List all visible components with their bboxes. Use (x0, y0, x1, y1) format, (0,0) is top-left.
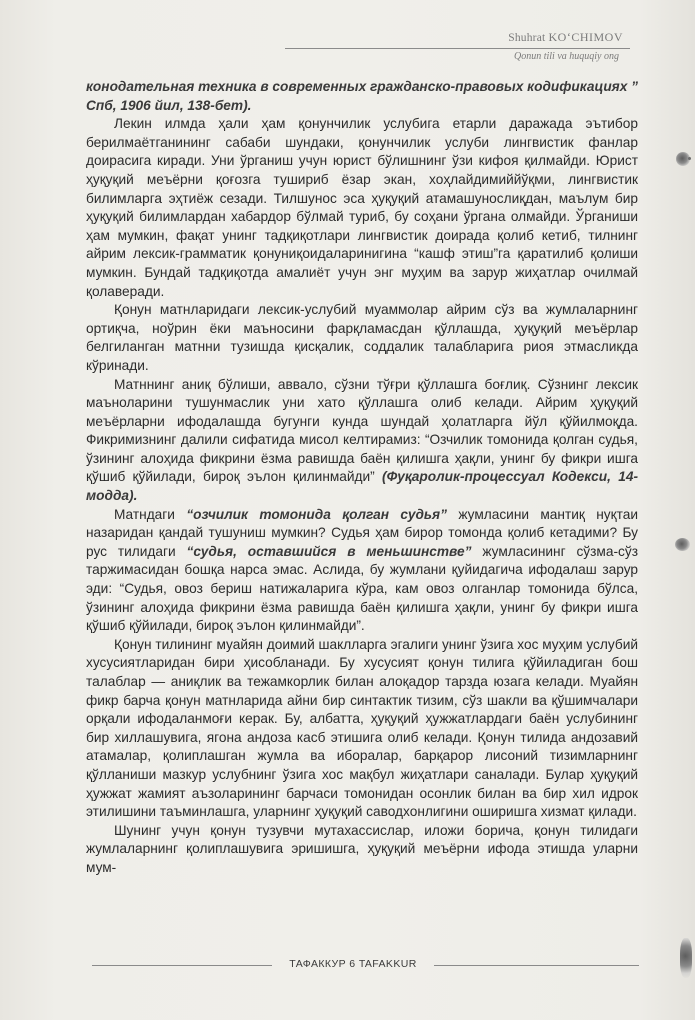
binding-hole-bottom (680, 938, 692, 978)
article-body (86, 78, 638, 878)
paragraph-text: жумласини мантиқ нуқтаи назаридан қандай тушуниш мумкин? Судья ҳам бирор томонда қолиб кетадими? Бу рус тилидаги (86, 506, 639, 559)
citation-procedure-code: (Фуқаролик-процессуал Кодекси, 14-модда). (86, 469, 638, 504)
paragraph-with-quote (86, 376, 638, 506)
russian-phrase: “судья, оставшийся в меньшинстве” (186, 543, 472, 559)
quoted-phrase: “озчилик томонида қолган судья” (186, 506, 447, 522)
paragraph-text: жумласининг сўзма-сўз таржимасидан бошқа нарса эмас. Аслида, бу жумлани қуйидагича ифодалаш зарур эди: “Судья, овоз бериш натижаларига кўра, кам овоз олганлар томонида бўлса, ўзининг алоҳида фикрини ёзма равишда баён қилишга ҳақли, унинг бу фикри ишга қўшиб қўйилади, бироқ эълон қилинмайди”. (86, 543, 638, 634)
paragraph-truncated: Шунинг учун қонун тузувчи мутахассислар, иложи борича, қонун тилидаги жумлаларнинг қолиплашувига эришишга, ҳуқуқий меъёрни ифода этишда уларни мум- (86, 822, 638, 875)
paragraph-with-phrases (86, 506, 638, 636)
paragraph-continued-citation: конодательная техника в современных гражданско-правовых кодификациях ” Спб, 1906 йил, 138-бет). (86, 79, 638, 113)
running-header (0, 30, 695, 45)
author-last-name: KO‘CHIMOV (548, 30, 623, 44)
footer-rule-right (434, 965, 639, 966)
footer-magazine-title: ТАФАККУР 6 TAFAKKUR (289, 958, 417, 970)
header-subtitle: Qonun tili va huquqiy ong (514, 51, 619, 62)
paragraph: Қонун тилининг муайян доимий шаклларга эгалиги унинг ўзига хос муҳим услубий хусусиятларидан бири ҳисобланади. Бу хусусият қонун тилига қўйиладиган бош талаблар — аниқлик ва тежамкорлик билан алоқадор тарзда юзага келади. Муайян фикр барча қонун матнларида айни бир синтактик тизим, сўз шакли ва қўшимчалари орқали ифодаланмоғи керак. Бу, албатта, ҳуқуқий ҳужжатлардаги баён услубининг бир хиллашувига, ягона андоза касб этишига олиб келади. Қонун тилида андозавий атамалар, қолиплашган жумла ва иборалар, барқарор лисоний тизимларнинг қўлланиши мазкур услубнинг ўзига хос мақбул жиҳатлари саналади. Булар ҳуқуқий ҳужжат жамият аъзоларининг барчаси томонидан осонлик билан ва бир хил идрок этилишини таъминлашга, уларнинг ҳуқуқий саводхонлигини оширишга хизмат қилади. (86, 636, 638, 820)
paragraph: Қонун матнларидаги лексик-услубий муаммолар айрим сўз ва жумлаларнинг ортиқча, ноўрин ёки маъносини фарқламасдан қўллашда, ҳуқуқий меъёрлар белгиланган матнни тузишда қисқалик, соддалик талабларига риоя этмасликда кўринади. (86, 302, 638, 373)
paper-speck (688, 157, 691, 160)
footer-rule-left (92, 965, 272, 966)
binding-hole-middle (675, 538, 690, 551)
header-rule (285, 48, 630, 49)
paragraph-text: Матндаги (114, 506, 175, 522)
header-author (0, 30, 623, 45)
paragraph-text: Матннинг аниқ бўлиши, аввало, сўзни тўғри қўллашга боғлиқ. Сўзнинг лексик маъноларини тушунмаслик уни хато қўллашга олиб келади. Айрим ҳуқуқий меъёрларни ифодалашда бугунги кунда шундай ҳолатларга йўл қўйилмоқда. Фикримизнинг далили сифатида мисол келтирамиз: “Озчилик томонида қолган судья, ўзининг алоҳида фикрини ёзма равишда баён қилишга ҳақли, унинг бу фикри ишга қўшиб қўйилади, бироқ эълон қилинмайди” (86, 376, 638, 485)
paragraph: Лекин илмда ҳали ҳам қонунчилик услубига етарли даражада эътибор берилмаётганининг сабаби шундаки, қонунчилик услуби лингвистик фанлар доирасига киради. Уни ўрганиш учун юрист бўлишнинг ўзи кифоя қилмайди. Юрист ҳуқуқий меъёрни қоғозга тушириб ёзар экан, хоҳлайдимиййўқми, лингвистик билимларга эҳтиёж сезади. Тилшунос эса ҳуқуқий атамашунослиқдан, маълум бир ҳуқуқий билимлардан хабардор бўлмай туриб, бу соҳани ўргана олмайди. Ўрганиши ҳам мумкин, фақат унинг тадқиқотлари лингвистик доирада қолиб кетиб, тилнинг айрим лексик-грамматик қонуниқоидаларинигина “кашф этиш”га қаратилиб қолиши мумкин. Бундай тадқиқотда амалиёт учун энг муҳим ва зарур жиҳатлар очилмай қолаверади. (86, 116, 638, 299)
author-first-name: Shuhrat (508, 32, 546, 44)
